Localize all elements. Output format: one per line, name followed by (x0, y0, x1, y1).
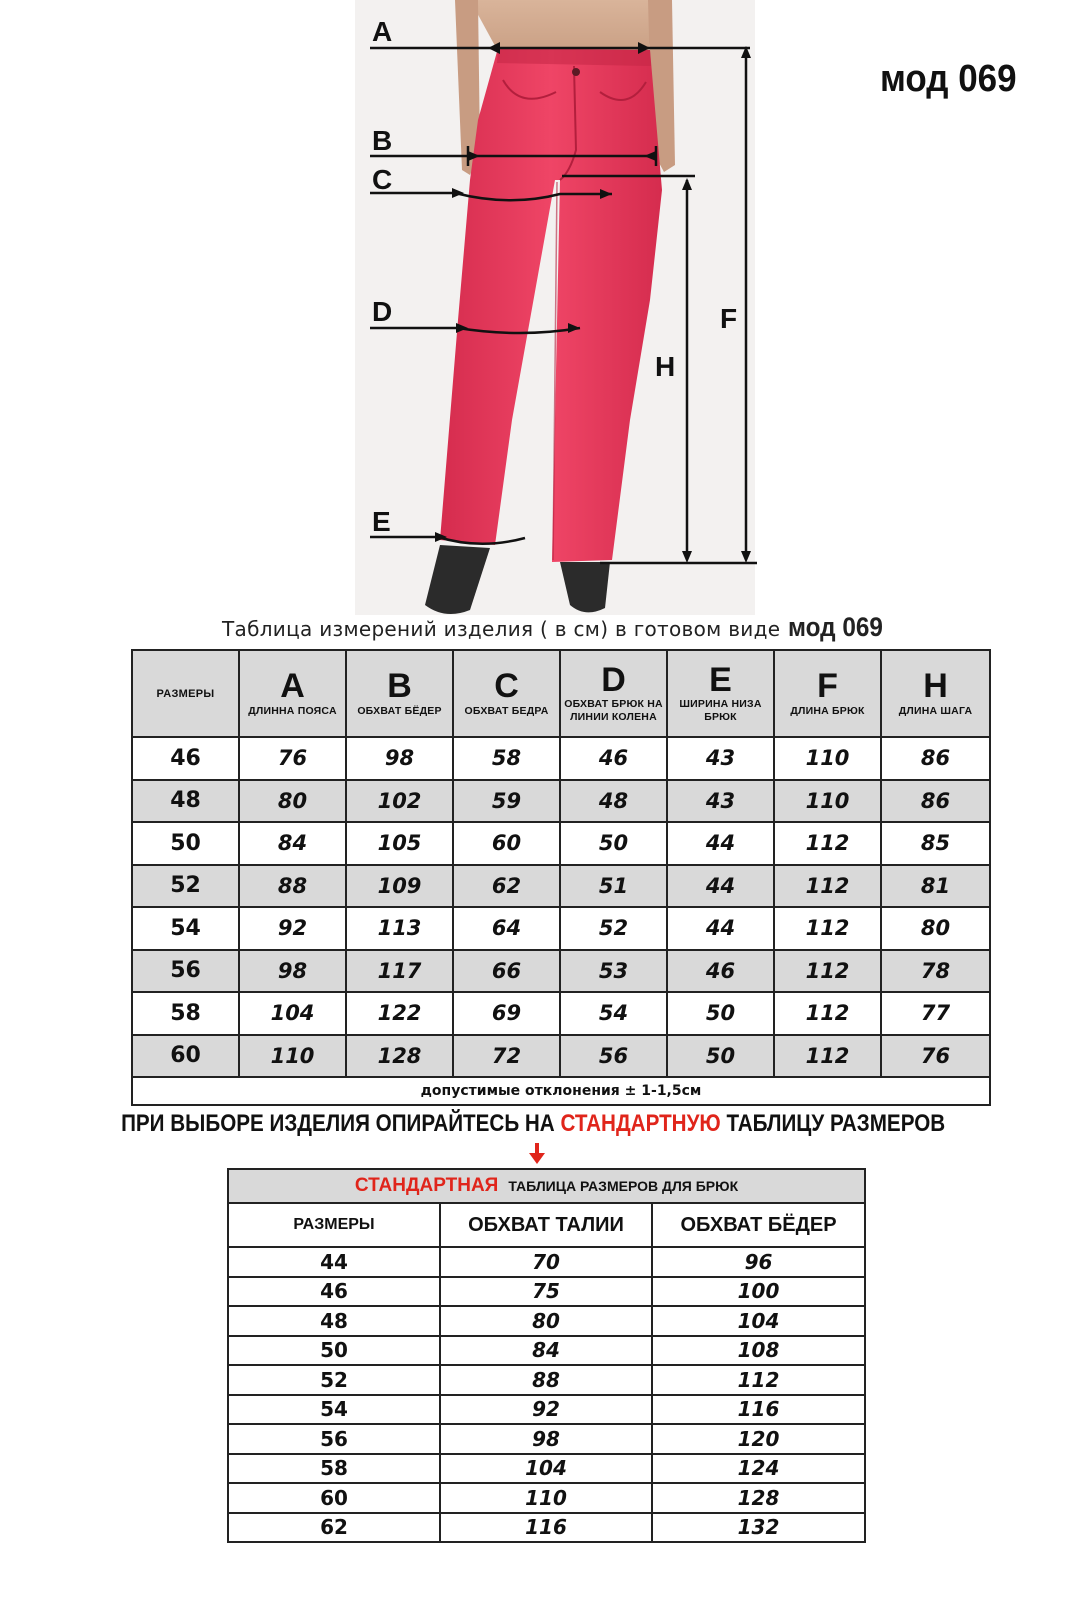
value-cell: 128 (346, 1035, 453, 1078)
value-cell: 112 (774, 992, 881, 1035)
std-size-cell: 52 (228, 1365, 440, 1395)
std-size-cell: 54 (228, 1395, 440, 1425)
value-cell: 50 (560, 822, 667, 865)
value-cell: 52 (560, 907, 667, 950)
label-c: C (372, 164, 393, 195)
std-size-cell: 62 (228, 1513, 440, 1543)
std-waist-cell: 84 (440, 1336, 652, 1366)
table-caption (222, 612, 894, 643)
standard-size-table (227, 1168, 866, 1543)
std-size-cell: 56 (228, 1424, 440, 1454)
std-size-cell: 50 (228, 1336, 440, 1366)
std-hips-cell: 124 (652, 1454, 865, 1484)
notice-after: ТАБЛИЦУ РАЗМЕРОВ (720, 1110, 946, 1137)
value-cell: 76 (881, 1035, 990, 1078)
table-row (228, 1454, 865, 1484)
value-cell: 54 (560, 992, 667, 1035)
value-cell: 102 (346, 780, 453, 823)
header-label: ДЛИНА БРЮК (790, 704, 865, 717)
measurements-body (132, 737, 990, 1077)
value-cell: 48 (560, 780, 667, 823)
value-cell: 44 (667, 907, 774, 950)
value-cell: 80 (239, 780, 346, 823)
header-letter: B (387, 667, 412, 706)
button (572, 68, 580, 76)
std-waist-cell: 98 (440, 1424, 652, 1454)
std-waist-cell: 104 (440, 1454, 652, 1484)
table-row (132, 822, 990, 865)
table-row (132, 865, 990, 908)
value-cell: 51 (560, 865, 667, 908)
header-col-e (667, 650, 774, 737)
std-waist-cell: 70 (440, 1247, 652, 1277)
value-cell: 110 (239, 1035, 346, 1078)
header-label: ДЛИНА ШАГА (898, 704, 973, 717)
header-col-f (774, 650, 881, 737)
std-hips-cell: 128 (652, 1483, 865, 1513)
header-letter: E (709, 660, 732, 699)
value-cell: 86 (881, 737, 990, 780)
std-waist-cell: 80 (440, 1306, 652, 1336)
value-cell: 50 (667, 992, 774, 1035)
header-label: ДЛИННА ПОЯСА (248, 704, 337, 717)
value-cell: 53 (560, 950, 667, 993)
value-cell: 58 (453, 737, 560, 780)
caption-model: мод 069 (788, 612, 884, 642)
header-letter: D (601, 660, 626, 699)
std-size-cell: 60 (228, 1483, 440, 1513)
table-row (228, 1513, 865, 1543)
caption-text: Таблица измерений изделия ( в см) в готовом виде (222, 617, 781, 641)
label-e: E (372, 506, 391, 537)
notice-highlight: СТАНДАРТНУЮ (560, 1110, 721, 1137)
header-col-h (881, 650, 990, 737)
std-size-cell: 48 (228, 1306, 440, 1336)
header-label: ШИРИНА НИЗА БРЮК (679, 698, 762, 724)
header-letter: F (817, 667, 838, 706)
table-row (228, 1336, 865, 1366)
value-cell: 46 (667, 950, 774, 993)
measurement-figure (0, 0, 1066, 625)
label-b: B (372, 125, 393, 156)
value-cell: 72 (453, 1035, 560, 1078)
value-cell: 88 (239, 865, 346, 908)
measurements-header (132, 650, 990, 737)
standard-table-body (228, 1247, 865, 1542)
label-f: F (720, 303, 738, 334)
value-cell: 92 (239, 907, 346, 950)
std-hips-cell: 108 (652, 1336, 865, 1366)
value-cell: 112 (774, 950, 881, 993)
std-waist-cell: 116 (440, 1513, 652, 1543)
value-cell: 59 (453, 780, 560, 823)
header-label: ОБХВАТ БЁДЕР (357, 704, 442, 717)
value-cell: 105 (346, 822, 453, 865)
standard-title-rest: ТАБЛИЦА РАЗМЕРОВ ДЛЯ БРЮК (508, 1178, 739, 1194)
table-row (228, 1365, 865, 1395)
table-row (228, 1424, 865, 1454)
value-cell: 113 (346, 907, 453, 950)
table-row (132, 950, 990, 993)
tolerance-note: допустимые отклонения ± 1-1,5см (132, 1077, 990, 1105)
size-cell: 60 (132, 1035, 239, 1078)
std-hips-cell: 100 (652, 1277, 865, 1307)
value-cell: 110 (774, 737, 881, 780)
value-cell: 98 (239, 950, 346, 993)
value-cell: 104 (239, 992, 346, 1035)
value-cell: 46 (560, 737, 667, 780)
header-label: ОБХВАТ БЕДРА (464, 704, 549, 717)
table-row (228, 1247, 865, 1277)
value-cell: 112 (774, 865, 881, 908)
header-letter: H (923, 667, 948, 706)
value-cell: 117 (346, 950, 453, 993)
value-cell: 56 (560, 1035, 667, 1078)
table-row (132, 737, 990, 780)
std-hips-cell: 120 (652, 1424, 865, 1454)
value-cell: 81 (881, 865, 990, 908)
std-hips-cell: 112 (652, 1365, 865, 1395)
size-cell: 58 (132, 992, 239, 1035)
header-letter: C (494, 667, 519, 706)
header-col-a (239, 650, 346, 737)
value-cell: 85 (881, 822, 990, 865)
std-hips-cell: 96 (652, 1247, 865, 1277)
std-hips-cell: 116 (652, 1395, 865, 1425)
value-cell: 50 (667, 1035, 774, 1078)
value-cell: 78 (881, 950, 990, 993)
std-waist-cell: 110 (440, 1483, 652, 1513)
value-cell: 64 (453, 907, 560, 950)
std-header-hips: ОБХВАТ БЁДЕР (652, 1203, 865, 1247)
value-cell: 84 (239, 822, 346, 865)
table-row (132, 780, 990, 823)
size-notice (0, 1110, 1066, 1138)
value-cell: 76 (239, 737, 346, 780)
label-d: D (372, 296, 393, 327)
std-size-cell: 58 (228, 1454, 440, 1484)
value-cell: 112 (774, 822, 881, 865)
table-row (132, 907, 990, 950)
value-cell: 110 (774, 780, 881, 823)
value-cell: 112 (774, 907, 881, 950)
value-cell: 43 (667, 737, 774, 780)
header-sizes: РАЗМЕРЫ (132, 650, 239, 737)
size-cell: 56 (132, 950, 239, 993)
waistband (497, 48, 651, 66)
notice-before: ПРИ ВЫБОРЕ ИЗДЕЛИЯ ОПИРАЙТЕСЬ НА (120, 1110, 561, 1137)
std-hips-cell: 104 (652, 1306, 865, 1336)
table-row (228, 1277, 865, 1307)
value-cell: 122 (346, 992, 453, 1035)
std-size-cell: 46 (228, 1277, 440, 1307)
measurements-table (131, 649, 991, 1106)
size-cell: 54 (132, 907, 239, 950)
model-title: мод 069 (880, 58, 1017, 100)
value-cell: 62 (453, 865, 560, 908)
header-col-b (346, 650, 453, 737)
table-row (132, 1035, 990, 1078)
value-cell: 77 (881, 992, 990, 1035)
header-label: ОБХВАТ БРЮК НА ЛИНИИ КОЛЕНА (564, 698, 663, 724)
table-row (228, 1395, 865, 1425)
size-cell: 52 (132, 865, 239, 908)
value-cell: 98 (346, 737, 453, 780)
value-cell: 80 (881, 907, 990, 950)
std-hips-cell: 132 (652, 1513, 865, 1543)
arrow-down-icon (529, 1143, 545, 1165)
value-cell: 44 (667, 822, 774, 865)
label-h: H (655, 351, 676, 382)
table-row (228, 1483, 865, 1513)
standard-title-red: СТАНДАРТНАЯ (354, 1175, 499, 1196)
std-waist-cell: 92 (440, 1395, 652, 1425)
label-a: A (372, 16, 393, 47)
std-size-cell: 44 (228, 1247, 440, 1277)
value-cell: 43 (667, 780, 774, 823)
std-header-waist: ОБХВАТ ТАЛИИ (440, 1203, 652, 1247)
value-cell: 112 (774, 1035, 881, 1078)
value-cell: 109 (346, 865, 453, 908)
header-col-d (560, 650, 667, 737)
header-letter: A (280, 667, 305, 706)
size-cell: 48 (132, 780, 239, 823)
table-row (132, 992, 990, 1035)
value-cell: 44 (667, 865, 774, 908)
value-cell: 86 (881, 780, 990, 823)
size-cell: 50 (132, 822, 239, 865)
table-row (228, 1306, 865, 1336)
value-cell: 60 (453, 822, 560, 865)
std-waist-cell: 88 (440, 1365, 652, 1395)
size-cell: 46 (132, 737, 239, 780)
header-col-c (453, 650, 560, 737)
std-header-sizes: РАЗМЕРЫ (228, 1203, 440, 1247)
standard-table-title (228, 1169, 865, 1203)
value-cell: 66 (453, 950, 560, 993)
std-waist-cell: 75 (440, 1277, 652, 1307)
value-cell: 69 (453, 992, 560, 1035)
